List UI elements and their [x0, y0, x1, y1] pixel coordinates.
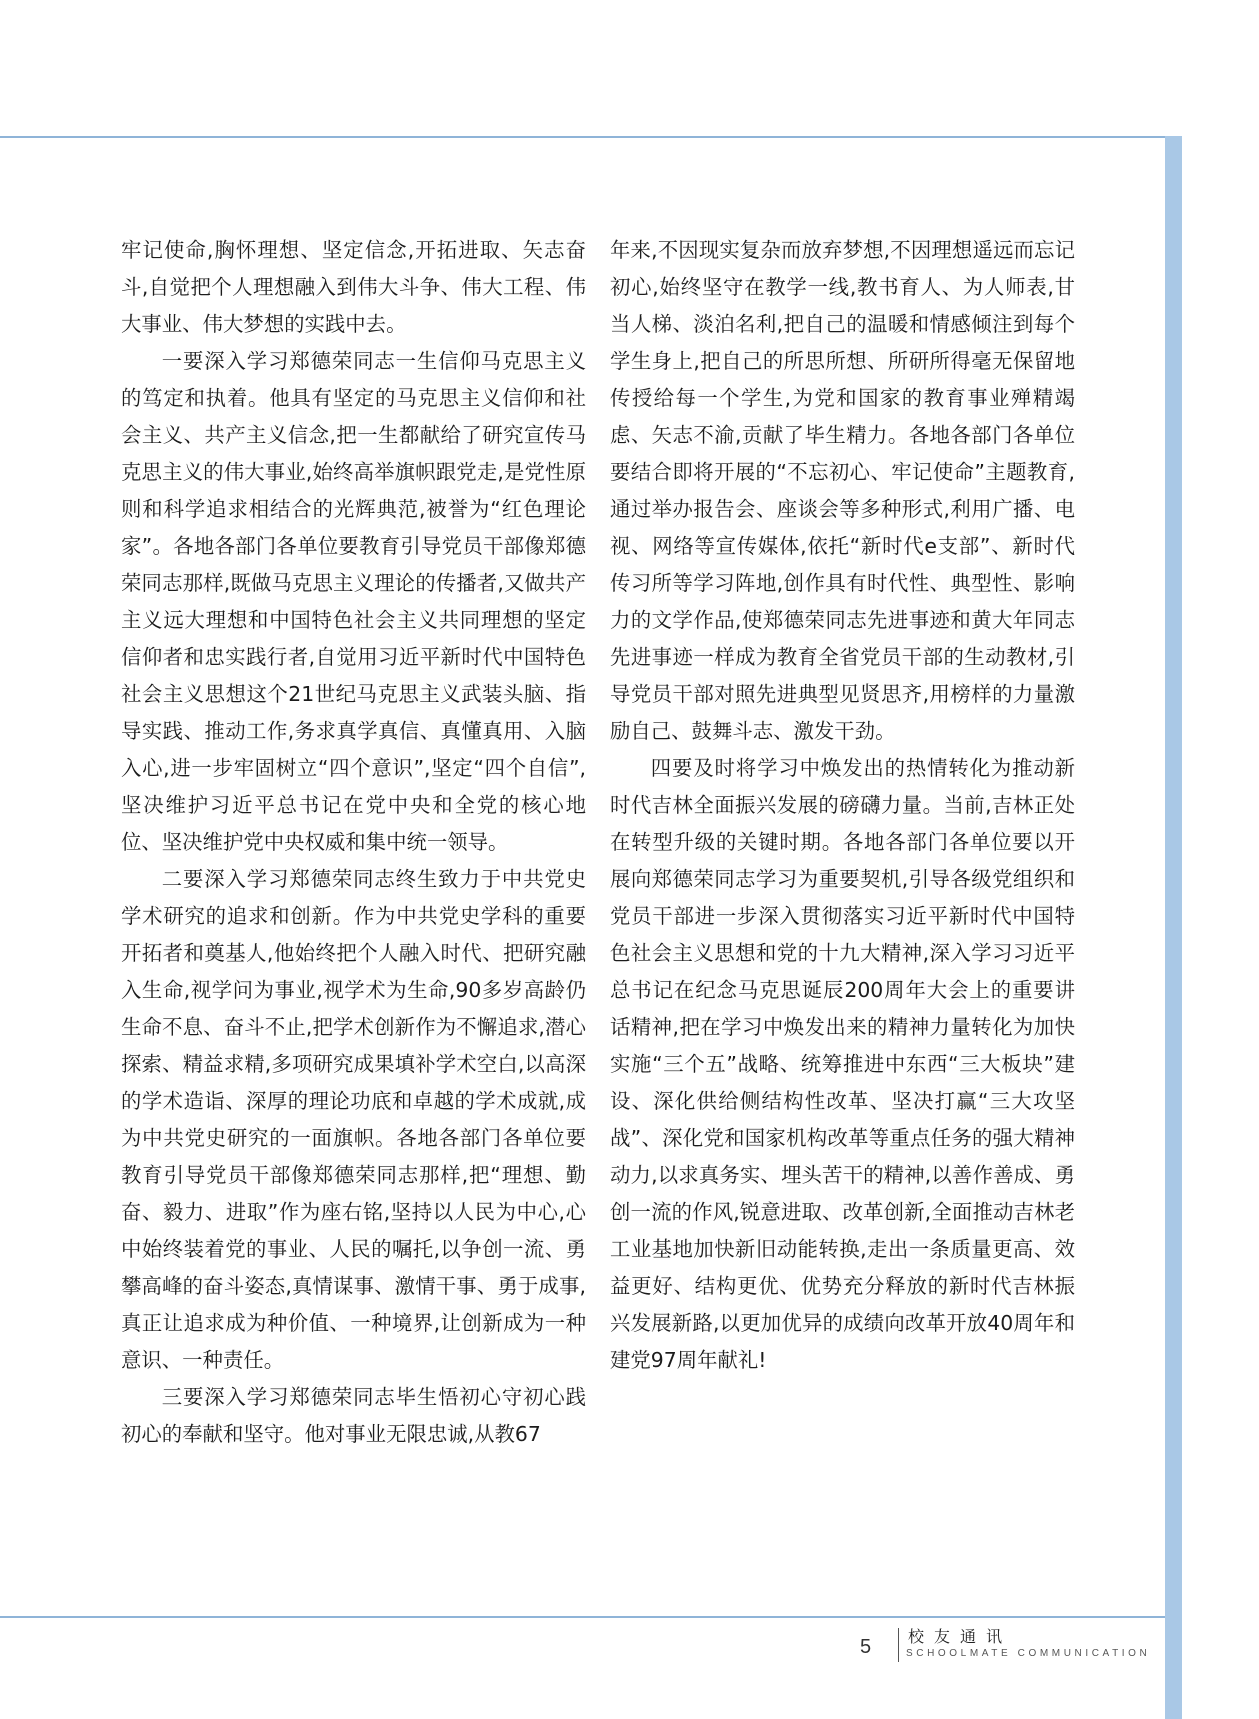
paragraph: 牢记使命,胸怀理想、坚定信念,开拓进取、矢志奋斗,自觉把个人理想融入到伟大斗争、伟大工程、伟大事业、伟大梦想的实践中去。 — [121, 238, 586, 336]
paragraph: 年来,不因现实复杂而放弃梦想,不因理想遥远而忘记初心,始终坚守在教学一线,教书育人、为人师表,甘当人梯、淡泊名利,把自己的温暖和情感倾注到每个学生身上,把自己的所思所想、所研所得毫无保留地传授给每一个学生,为党和国家的教育事业殚精竭虑、矢志不渝,贡献了毕生精力。各地各部门各单位要结合即将开展的“不忘初心、牢记使命”主题教育,通过举办报告会、座谈会等多种形式,利用广播、电视、网络等宣传媒体,依托“新时代e支部”、新时代传习所等学习阵地,创作具有时代性、典型性、影响力的文学作品,使郑德荣同志先进事迹和黄大年同志先进事迹一样成为教育全省党员干部的生动教材,引导党员干部对照先进典型见贤思齐,用榜样的力量激励自己、鼓舞斗志、激发干劲。 — [610, 238, 1075, 743]
top-rule — [0, 136, 1165, 138]
bottom-rule — [0, 1616, 1165, 1618]
page-number: 5 — [860, 1636, 872, 1658]
side-accent-bar — [1165, 136, 1182, 1719]
paragraph: 三要深入学习郑德荣同志毕生悟初心守初心践初心的奉献和坚守。他对事业无限忠诚,从教67 — [121, 1385, 586, 1446]
paragraph: 二要深入学习郑德荣同志终生致力于中共党史学术研究的追求和创新。作为中共党史学科的重要开拓者和奠基人,他始终把个人融入时代、把研究融入生命,视学问为事业,视学术为生命,90多岁高龄仍生命不息、奋斗不止,把学术创新作为不懈追求,潜心探索、精益求精,多项研究成果填补学术空白,以高深的学术造诣、深厚的理论功底和卓越的学术成就,成为中共党史研究的一面旗帜。各地各部门各单位要教育引导党员干部像郑德荣同志那样,把“理想、勤奋、毅力、进取”作为座右铭,坚持以人民为中心,心中始终装着党的事业、人民的嘱托,以争创一流、勇攀高峰的奋斗姿态,真情谋事、激情干事、勇于成事,真正让追求成为种价值、一种境界,让创新成为一种意识、一种责任。 — [121, 867, 586, 1372]
magazine-title: 校友通讯 — [908, 1627, 1013, 1646]
magazine-subtitle: SCHOOLMATE COMMUNICATION — [906, 1648, 1151, 1659]
paragraph: 一要深入学习郑德荣同志一生信仰马克思主义的笃定和执着。他具有坚定的马克思主义信仰和社会主义、共产主义信念,把一生都献给了研究宣传马克思主义的伟大事业,始终高举旗帜跟党走,是党性原则和科学追求相结合的光辉典范,被誉为“红色理论家”。各地各部门各单位要教育引导党员干部像郑德荣同志那样,既做马克思主义理论的传播者,又做共产主义远大理想和中国特色社会主义共同理想的坚定信仰者和忠实践行者,自觉用习近平新时代中国特色社会主义思想这个21世纪马克思主义武装头脑、指导实践、推动工作,务求真学真信、真懂真用、入脑入心,进一步牢固树立“四个意识”,坚定“四个自信”,坚决维护习近平总书记在党中央和全党的核心地位、坚决维护党中央权威和集中统一领导。 — [121, 349, 586, 854]
footer-divider — [898, 1628, 899, 1662]
right-column — [610, 232, 1075, 1379]
left-column — [121, 232, 586, 1453]
paragraph: 四要及时将学习中焕发出的热情转化为推动新时代吉林全面振兴发展的磅礴力量。当前,吉林正处在转型升级的关键时期。各地各部门各单位要以开展向郑德荣同志学习为重要契机,引导各级党组织和党员干部进一步深入贯彻落实习近平新时代中国特色社会主义思想和党的十九大精神,深入学习习近平总书记在纪念马克思诞辰200周年大会上的重要讲话精神,把在学习中焕发出来的精神力量转化为加快实施“三个五”战略、统筹推进中东西“三大板块”建设、深化供给侧结构性改革、坚决打赢“三大攻坚战”、深化党和国家机构改革等重点任务的强大精神动力,以求真务实、埋头苦干的精神,以善作善成、勇创一流的作风,锐意进取、改革创新,全面推动吉林老工业基地加快新旧动能转换,走出一条质量更高、效益更好、结构更优、优势充分释放的新时代吉林振兴发展新路,以更加优异的成绩向改革开放40周年和建党97周年献礼! — [610, 756, 1075, 1372]
